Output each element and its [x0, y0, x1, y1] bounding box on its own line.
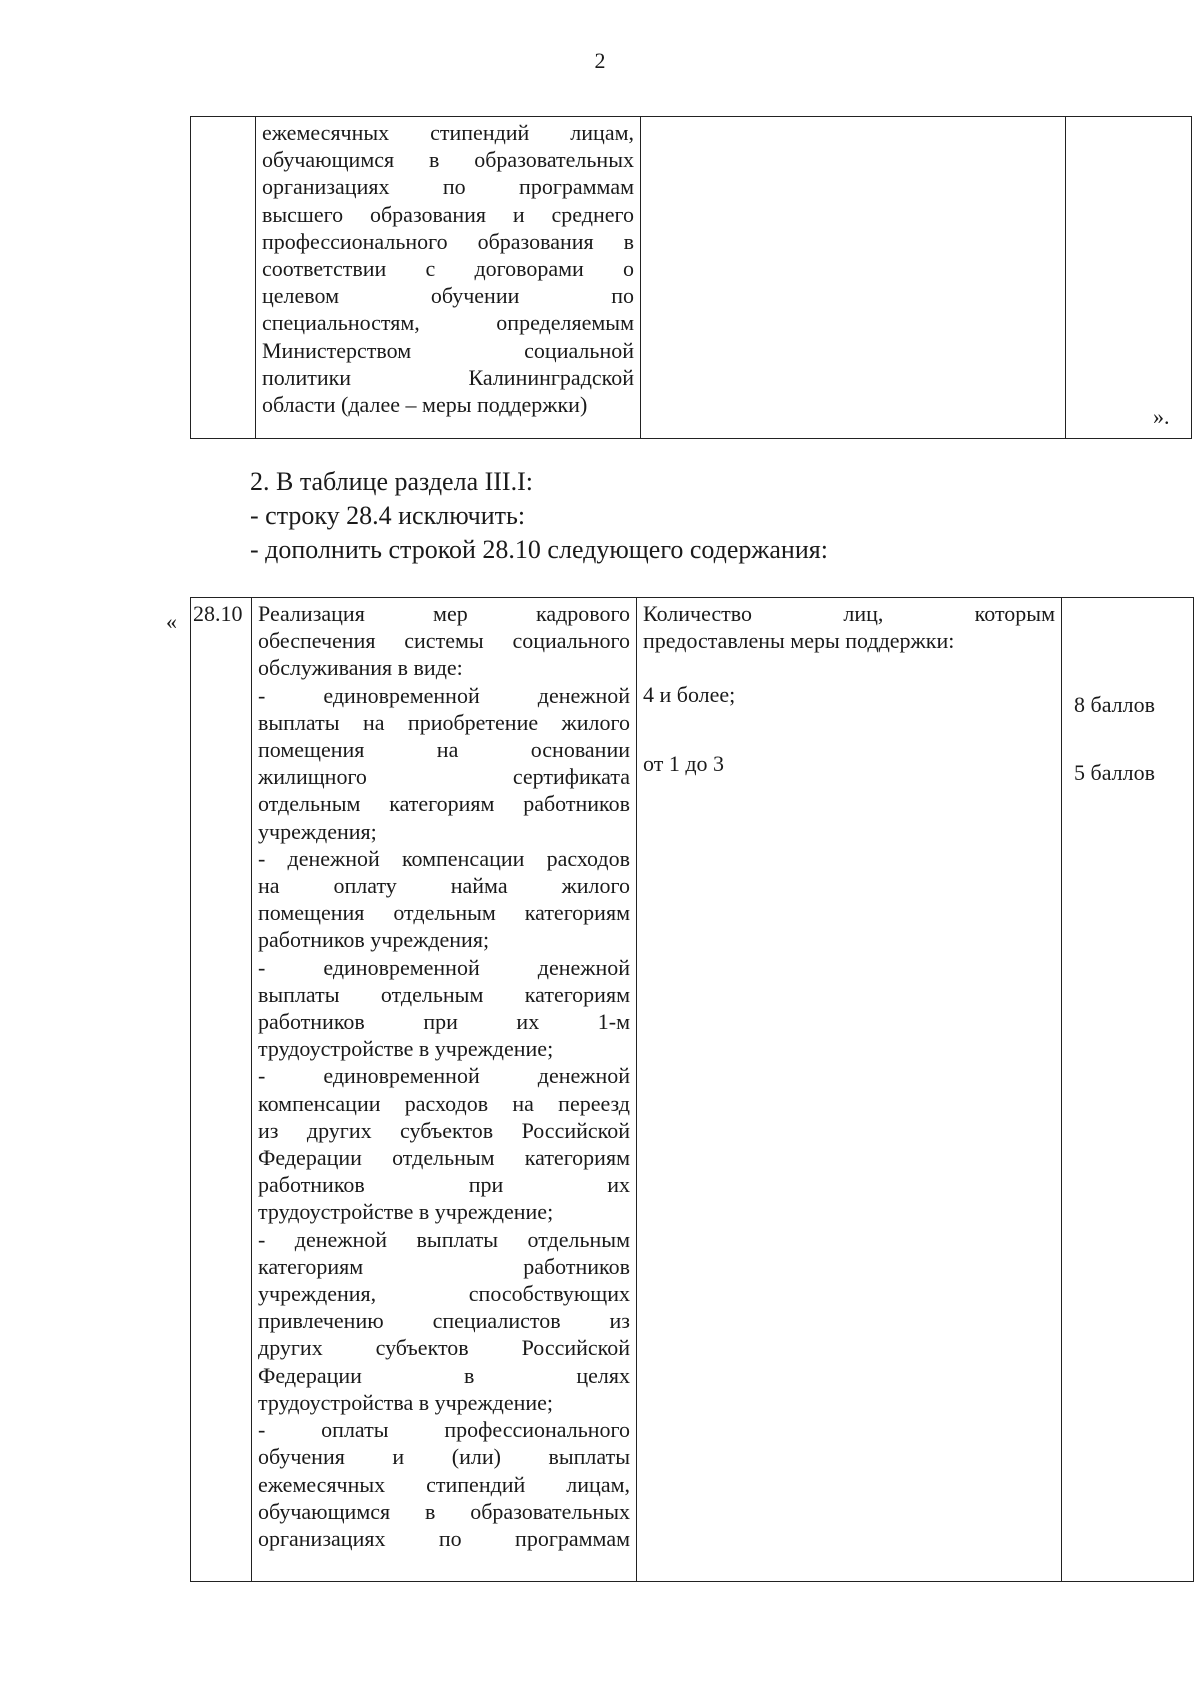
- text-line: категориям работников: [258, 1253, 630, 1279]
- text-line: Федерации отдельным категориям: [258, 1145, 630, 1171]
- criterion-cell: [641, 117, 1066, 439]
- text-line: - оплаты профессионального: [258, 1417, 630, 1443]
- text-line: привлечению специалистов из: [258, 1308, 630, 1334]
- table-row: [191, 117, 1192, 439]
- instruction-line: 2. В таблице раздела III.I:: [250, 467, 533, 496]
- text-line: ежемесячных стипендий лицам,: [262, 120, 634, 145]
- text-line: политики Калининградской: [262, 364, 634, 390]
- measure-description-cell: [256, 117, 641, 439]
- instruction-line: - строку 28.4 исключить:: [250, 501, 526, 530]
- text-line: трудоустройстве в учреждение;: [258, 1199, 554, 1225]
- criterion-option: от 1 до 3: [643, 750, 725, 776]
- number-cell: [191, 117, 256, 439]
- text-line: области (далее – меры поддержки): [262, 392, 588, 418]
- text-line: работников учреждения;: [258, 927, 490, 953]
- page-number: 2: [594, 48, 606, 73]
- text-line: организациях по программам: [262, 174, 634, 200]
- text-line: учреждения, способствующих: [258, 1281, 630, 1307]
- text-line: специальностям, определяемым: [262, 310, 634, 336]
- text-line: обучающимся в образовательных: [258, 1498, 630, 1524]
- measure-description-cell: [252, 598, 637, 1582]
- text-line: высшего образования и среднего: [262, 201, 634, 227]
- text-line: обслуживания в виде:: [258, 655, 463, 681]
- text-line: других субъектов Российской: [258, 1335, 630, 1361]
- criterion-text: предоставлены меры поддержки:: [643, 628, 955, 654]
- text-line: учреждения;: [258, 818, 377, 844]
- text-line: помещения отдельным категориям: [258, 900, 630, 926]
- points-value: 5 баллов: [1074, 760, 1155, 786]
- text-line: соответствии с договорами о: [262, 256, 634, 282]
- text-line: трудоустройства в учреждение;: [258, 1389, 554, 1415]
- text-line: обучающимся в образовательных: [262, 147, 634, 173]
- text-line: выплаты отдельным категориям: [258, 981, 630, 1007]
- text-line: Реализация мер кадрового: [258, 601, 630, 626]
- text-line: организациях по программам: [258, 1525, 630, 1551]
- points-cell: [1062, 598, 1194, 1582]
- criterion-text: Количество лиц, которым: [643, 601, 1055, 626]
- text-line: из других субъектов Российской: [258, 1117, 630, 1143]
- row-number: 28.10: [191, 598, 252, 1582]
- text-line: - денежной компенсации расходов: [258, 845, 630, 871]
- text-line: Министерством социальной: [262, 337, 634, 363]
- text-line: обеспечения системы социального: [258, 628, 630, 654]
- text-line: - денежной выплаты отдельным: [258, 1226, 630, 1252]
- text-line: работников при их 1-м: [258, 1009, 630, 1035]
- table-continuation: [190, 116, 1192, 439]
- instruction-line: - дополнить строкой 28.10 следующего содержания:: [250, 535, 828, 564]
- text-line: на оплату найма жилого: [258, 873, 630, 899]
- text-line: обучения и (или) выплаты: [258, 1444, 630, 1470]
- text-line: - единовременной денежной: [258, 682, 630, 708]
- points-value: 8 баллов: [1074, 692, 1155, 717]
- text-line: ежемесячных стипендий лицам,: [258, 1471, 630, 1497]
- text-line: помещения на основании: [258, 737, 630, 763]
- text-line: Федерации в целях: [258, 1362, 630, 1388]
- text-line: выплаты на приобретение жилого: [258, 709, 630, 735]
- table-new-row: [190, 597, 1194, 1582]
- text-line: целевом обучении по: [262, 283, 634, 309]
- table-row: [191, 598, 1194, 1582]
- opening-quote: «: [166, 609, 177, 634]
- text-line: жилищного сертификата: [258, 764, 630, 790]
- text-line: - единовременной денежной: [258, 1063, 630, 1089]
- criterion-cell: [637, 598, 1062, 1582]
- amendment-instructions: [250, 465, 828, 567]
- points-cell: [1066, 117, 1192, 439]
- text-line: работников при их: [258, 1172, 630, 1198]
- text-line: профессионального образования в: [262, 228, 634, 254]
- text-line: отдельным категориям работников: [258, 791, 630, 817]
- text-line: - единовременной денежной: [258, 954, 630, 980]
- text-line: трудоустройстве в учреждение;: [258, 1036, 554, 1062]
- closing-quote: ».: [1153, 404, 1170, 429]
- text-line: компенсации расходов на переезд: [258, 1090, 630, 1116]
- criterion-option: 4 и более;: [643, 682, 736, 708]
